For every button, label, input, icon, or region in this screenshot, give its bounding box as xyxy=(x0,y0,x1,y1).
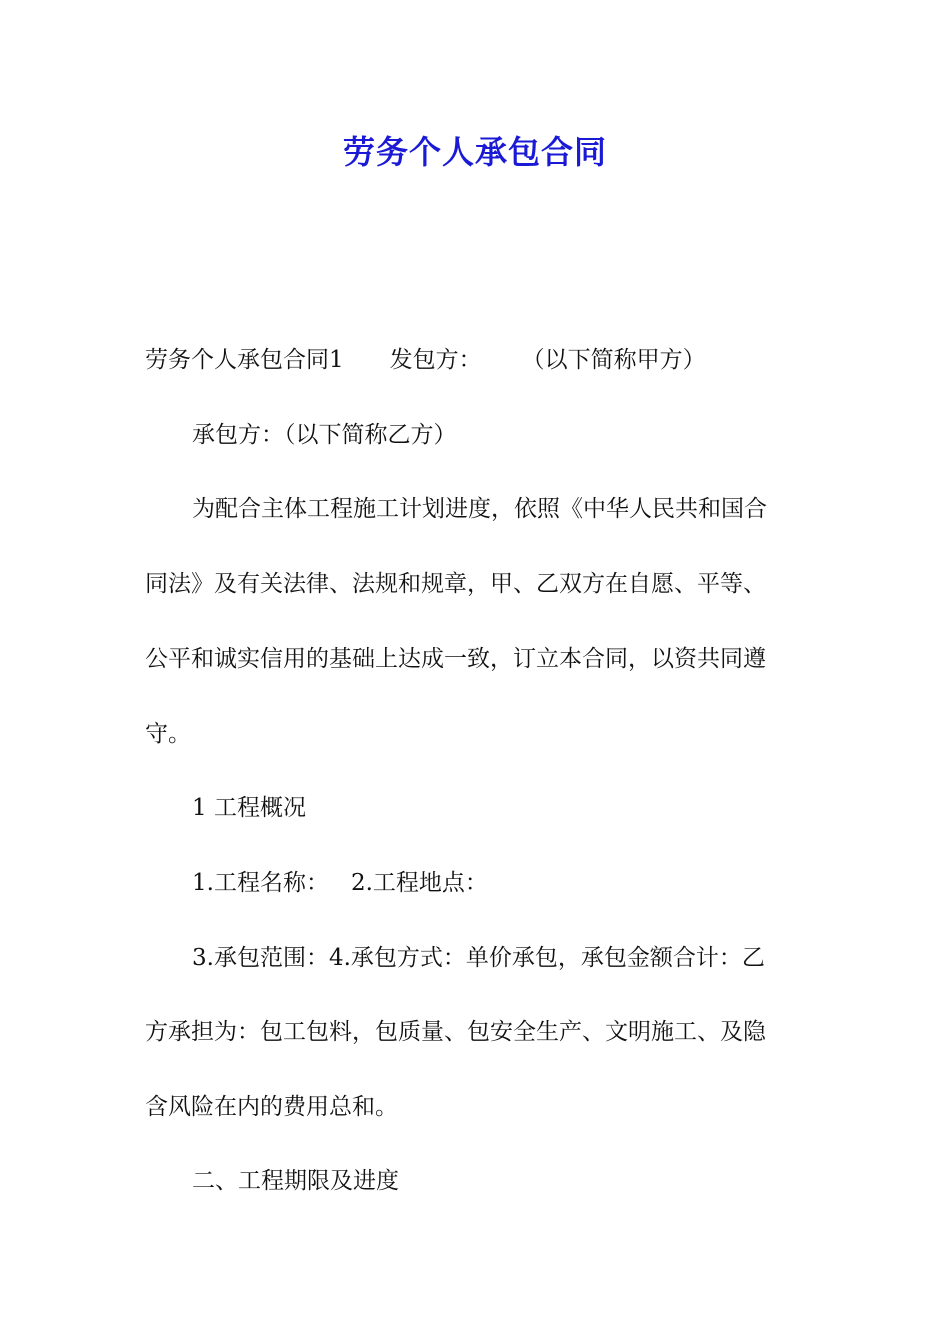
paragraph-line: 方承担为：包工包料，包质量、包安全生产、文明施工、及隐 xyxy=(145,1019,766,1045)
party-a-note: （以下简称甲方） xyxy=(521,347,706,373)
project-items-line xyxy=(192,866,857,900)
paragraph-line: 公平和诚实信用的基础上达成一致，订立本合同，以资共同遵 xyxy=(145,646,766,672)
contract-heading-line xyxy=(145,343,810,377)
paragraph-line: 为配合主体工程施工计划进度，依照《中华人民共和国合 xyxy=(192,496,767,522)
paragraph-line: 3.承包范围：4.承包方式：单价承包，承包金额合计：乙 xyxy=(192,945,765,971)
party-b-line: 承包方：（以下简称乙方） xyxy=(192,422,457,448)
project-location-label: 2.工程地点： xyxy=(350,870,488,896)
document-title: 劳务个人承包合同 xyxy=(342,133,607,171)
paragraph-line: 守。 xyxy=(145,721,191,747)
contract-heading: 劳务个人承包合同1 xyxy=(145,347,344,373)
party-a-label: 发包方： xyxy=(389,347,482,373)
paragraph-line: 同法》及有关法律、法规和规章，甲、乙双方在自愿、平等、 xyxy=(145,571,766,597)
project-name-label: 1.工程名称： xyxy=(192,870,329,896)
section-heading-1: 1 工程概况 xyxy=(192,795,306,821)
section-heading-2: 二、工程期限及进度 xyxy=(192,1168,399,1194)
paragraph-line: 含风险在内的费用总和。 xyxy=(145,1094,398,1120)
